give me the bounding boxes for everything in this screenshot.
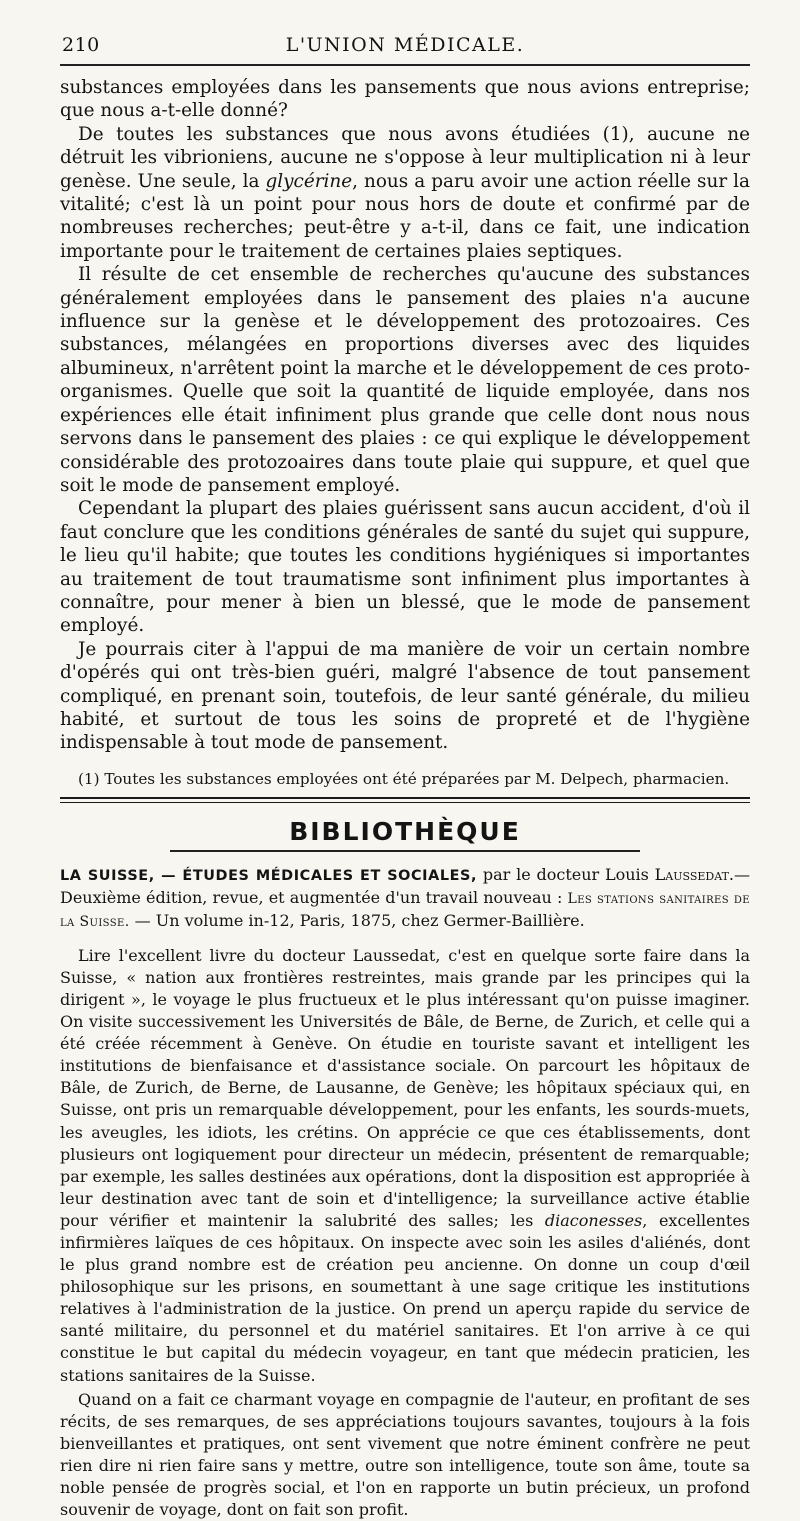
p2-text-end: , nous a paru avoir une action réelle sur la vitalité; c'est là un point pour nous hors de doute et confirmé par de nombreuses recherches; peut-être y a-t-il, dans ce fait, une indication importante pour le traitement de certaines plaies septiques.	[60, 170, 750, 262]
review-author: Laussedat	[654, 864, 729, 884]
r1-text-start: Lire l'excellent livre du docteur Laussedat, c'est en quelque sorte faire dans la Suisse, « nation aux frontières restreintes, mais grande par les principes qui la dirigent », le voyage le plus fructueux et le plus intéressant qu'on puisse imaginer. On visite successivement les Universités de Bâle, de Berne, de Zurich, et celle qui a été créée récemment à Genève. On étudie en touriste savant et intelligent les institutions de bienfaisance et d'assistance sociale. On parcourt les hôpitaux de Bâle, de Zurich, de Berne, de Lausanne, de Genève; les hôpitaux spéciaux qui, en Suisse, ont pris un remarquable développement, pour les enfants, les sourds-muets, les aveugles, les idiots, les crétins. On apprécie ce que ces établissements, dont plusieurs ont logiquement pour directeur un médecin, présentent de remarquable; par exemple, les salles destinées aux opérations, dont la disposition est appropriée à leur destination avec tant de soin et d'intelligence; la surveillance active établie pour vérifier et maintenir la salubrité des salles; les	[60, 945, 750, 1230]
article-paragraph-1: substances employées dans les pansements que nous avions entreprise; que nous a-t-elle donné?	[60, 77, 750, 122]
header-rule	[60, 64, 750, 66]
review-paragraph-1	[60, 945, 750, 1387]
article-paragraph-2	[60, 123, 750, 263]
running-head	[60, 26, 750, 62]
divider-thin-line	[60, 802, 750, 803]
review-edition: .—Deuxième édition, revue, et augmentée d'un travail nouveau :	[60, 864, 750, 907]
section-divider	[60, 797, 750, 803]
article-paragraph-5: Je pourrais citer à l'appui de ma manière de voir un certain nombre d'opérés qui ont très-bien guéri, malgré l'absence de tout pansement compliqué, en prenant soin, toutefois, de leur santé générale, du milieu habité, et surtout de tous les soins de propreté et de l'hygiène indispensable à tout mode de pansement.	[60, 638, 750, 754]
article-paragraph-3: Il résulte de cet ensemble de recherches qu'aucune des substances généralement employées dans le pansement des plaies n'a aucune influence sur la genèse et le développement des protozoaires. Ces substances, mélangées en proportions diverses avec des liquides albumineux, n'arrêtent point la marche et le développement de ces proto-organismes. Quelle que soit la quantité de liquide employée, dans nos expériences elle était infiniment plus grande que celle dont nous nous servons dans le pansement des plaies : ce qui explique le développement considérable des protozoaires dans toute plaie qui suppure, et quel que soit le mode de pansement employé.	[60, 264, 750, 496]
review-by: par le docteur Louis	[477, 864, 655, 884]
section-title-rule	[170, 850, 640, 852]
review-book-title: LA SUISSE, — ÉTUDES MÉDICALES ET SOCIALES,	[60, 867, 478, 884]
review-work-title: Les stations sanitaires de la Suisse.	[60, 890, 750, 930]
page-number: 210	[62, 34, 100, 56]
review-body	[60, 945, 750, 1521]
r1-text-end: , excellentes infirmières laïques de ces hôpitaux. On inspecte avec soin les asiles d'aliénés, dont le plus grand nombre est de création peu ancienne. On donne un coup d'œil philosophique sur les prisons, en soumettant à une sage critique les institutions relatives à l'administration de la justice. On prend un aperçu rapide du service de santé militaire, du personnel et du matériel sanitaires. Et l'on arrive à ce qui constitue le but capital du médecin voyageur, en tant que médecin praticien, les stations sanitaires de la Suisse.	[60, 1210, 750, 1385]
article-paragraph-4: Cependant la plupart des plaies guérissent sans aucun accident, d'où il faut conclure que les conditions générales de santé du sujet qui suppure, le lieu qu'il habite; que toutes les conditions hygiéniques si importantes au traitement de tout traumatisme sont infiniment plus importantes à connaître, pour mener à bien un blessé, que le mode de pansement employé.	[60, 498, 750, 637]
page	[60, 26, 750, 1521]
review-heading	[60, 864, 750, 933]
section-title: BIBLIOTHÈQUE	[289, 816, 521, 846]
r1-italic-term: diaconesses	[544, 1210, 643, 1230]
footnote: (1) Toutes les substances employées ont été préparées par M. Delpech, pharmacien.	[78, 769, 730, 788]
article-body	[60, 76, 750, 789]
p2-italic-term: glycérine	[265, 170, 353, 192]
review-paragraph-2: Quand on a fait ce charmant voyage en compagnie de l'auteur, en profitant de ses récits, de ses remarques, de ses appréciations toujours savantes, toujours à la fois bienveillantes et pratiques, ont sent vivement que notre éminent confrère ne peut rien dire ni rien faire sans y mettre, outre son intelligence, toute son âme, toute sa noble pensée de progrès social, et l'on en rapporte un butin précieux, un profond souvenir de voyage, dont on fait son profit.	[60, 1389, 750, 1520]
p2-text-start: De toutes les substances que nous avons étudiées (1), aucune ne détruit les vibrioniens, aucune ne s'oppose à leur multiplication ni à leur genèse. Une seule, la	[60, 123, 750, 192]
divider-thick-line	[60, 797, 750, 799]
review-publication: — Un volume in-12, Paris, 1875, chez Germer-Baillière.	[129, 910, 585, 930]
journal-title: L'UNION MÉDICALE.	[285, 34, 525, 56]
